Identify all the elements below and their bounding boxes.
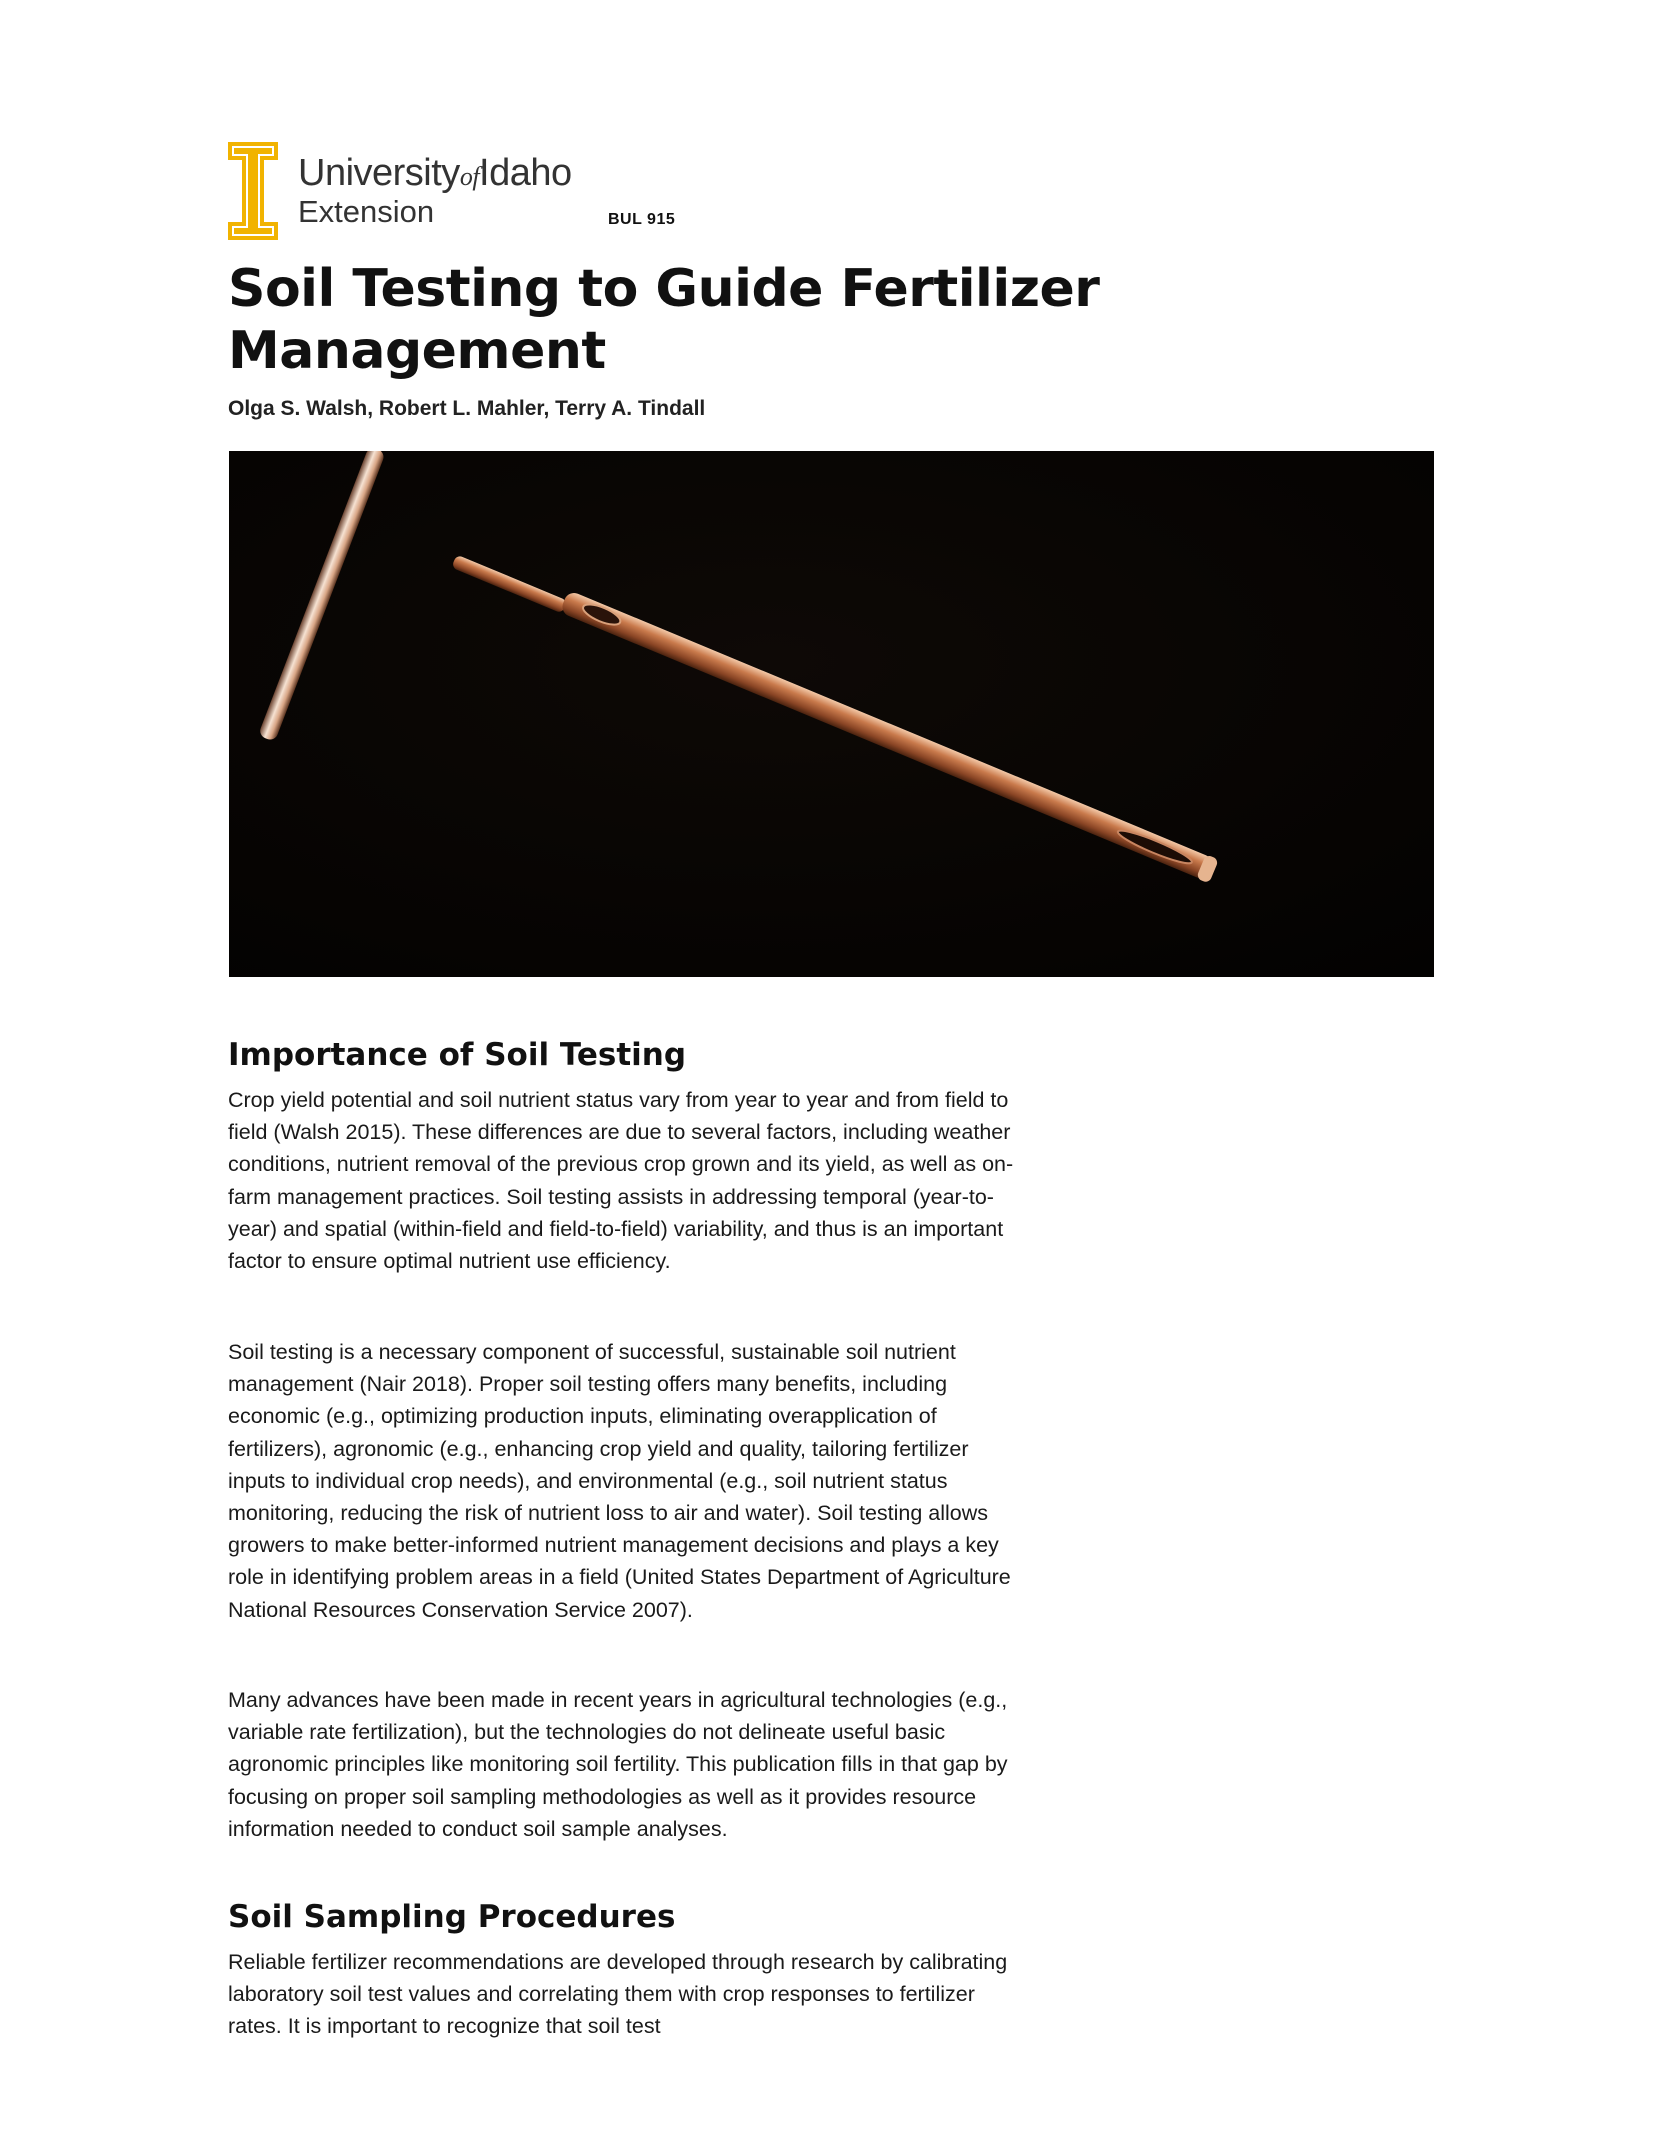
paragraph-importance-1: Crop yield potential and soil nutrient status vary from year to year and from field to field (Walsh 2015). These differences are due to several factors, including weather conditions, nutrient removal of the previous crop grown and its yield, as well as on-farm management practices. Soil testing assists in addressing temporal (year-to-year) and spatial (within-field and field-to-field) variability, and thus is an important factor to ensure optimal nutrient use efficiency. [228, 1088, 1014, 1274]
logo-wordmark-line2: Extension [298, 194, 435, 229]
paragraph-sampling-1: Reliable fertilizer recommendations are developed through research by calibrating laboratory soil test values and correlating them with crop responses to fertilizer rates. It is important to recognize that soil test [228, 1950, 1008, 2039]
idaho-i-logo-icon [228, 142, 278, 240]
section-heading-importance: Importance of Soil Testing [228, 1037, 687, 1073]
document-authors: Olga S. Walsh, Robert L. Mahler, Terry A. Tindall [228, 397, 706, 420]
logo-university: University [298, 152, 460, 194]
logo-of: of [459, 162, 480, 191]
logo-wordmark-line1 [298, 152, 572, 195]
soil-probe-illustration [229, 451, 1434, 977]
logo-idaho: Idaho [479, 152, 572, 194]
document-title: Soil Testing to Guide Fertilizer Management [228, 259, 1100, 381]
bulletin-number: BUL 915 [608, 211, 676, 228]
paragraph-importance-2: Soil testing is a necessary component of successful, sustainable soil nutrient management (Nair 2018). Proper soil testing offers many benefits, including economic (e.g., optimizing production inputs, eliminating overapplication of fertilizers), agronomic (e.g., enhancing crop yield and quality, tailoring fertilizer inputs to individual crop needs), and environmental (e.g., soil nutrient status monitoring, reducing the risk of nutrient loss to air and water). Soil testing allows growers to make better-informed nutrient management decisions and plays a key role in identifying problem areas in a field (United States Department of Agriculture National Resources Conservation Service 2007). [228, 1340, 1011, 1622]
university-logo [228, 142, 588, 240]
soil-probe-photo [229, 451, 1434, 977]
paragraph-importance-3: Many advances have been made in recent years in agricultural technologies (e.g., variable rate fertilization), but the technologies do not delineate useful basic agronomic principles like monitoring soil fertility. This publication fills in that gap by focusing on proper soil sampling methodologies as well as it provides resource information needed to conduct soil sample analyses. [228, 1688, 1008, 1841]
section-heading-sampling: Soil Sampling Procedures [228, 1899, 676, 1935]
